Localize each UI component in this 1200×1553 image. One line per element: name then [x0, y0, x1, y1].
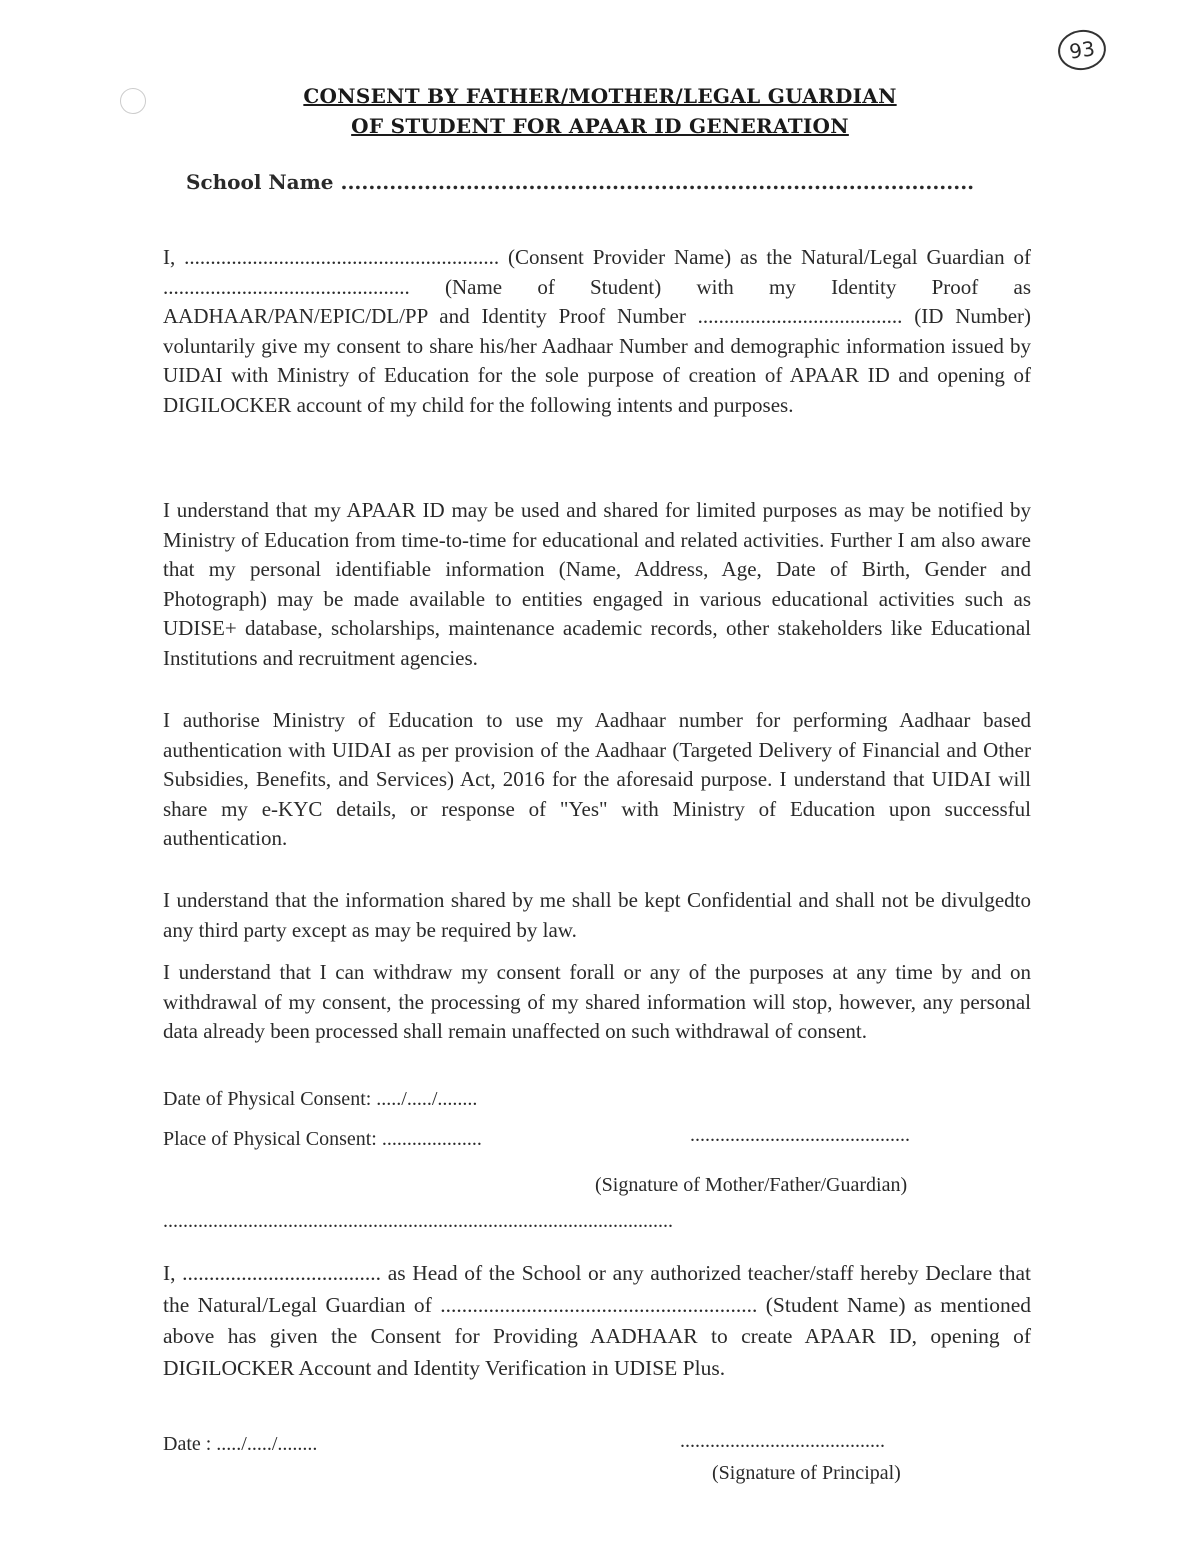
- school-name-label: School Name: [186, 170, 334, 194]
- withdrawal-paragraph: I understand that I can withdraw my consent forall or any of the purposes at any time by and on withdrawal of my consent, the processing of my shared information will stop, however, any personal data already been processed shall remain unaffected on such withdrawal of consent.: [163, 960, 1031, 1044]
- guardian-signature-label: (Signature of Mother/Father/Guardian): [595, 1174, 908, 1196]
- usage-paragraph: I understand that my APAAR ID may be used and shared for limited purposes as may be notified by Ministry of Education from time-to-time for educational and related activities. Further I am also aware that my personal identifiable information (Name, Address, Age, Date of Birth, Gender and Photograph) may be made available to entities engaged in various educational activities such as UDISE+ database, scholarships, maintenance academic records, other stakeholders like Educational Institutions and recruitment agencies.: [163, 498, 1031, 670]
- guardian-signature-line: ............................................: [690, 1124, 910, 1146]
- separator-dots: ......................................................................................................: [163, 1210, 673, 1232]
- principal-date: Date : ...../...../........: [163, 1433, 318, 1455]
- principal-signature-label: (Signature of Principal): [712, 1462, 901, 1484]
- confidentiality-paragraph: I understand that the information shared by me shall be kept Confidential and shall not be divulgedto any third party except as may be required by law.: [163, 888, 1031, 942]
- school-name-field: [186, 170, 974, 194]
- title-line-2: OF STUDENT FOR APAAR ID GENERATION: [351, 114, 849, 138]
- date-of-consent: Date of Physical Consent: ...../...../........: [163, 1088, 478, 1110]
- place-of-consent: Place of Physical Consent: ....................: [163, 1128, 482, 1150]
- head-of-school-declaration: I, ..................................... as Head of the School or any authorized teacher/staff hereby Declare that the Natural/Legal Guardian of ........................................................... (Student Name) as mentioned above has given the Consent for Providing AADHAAR to create APAAR ID, opening of DIGILOCKER Account and Identity Verification in UDISE Plus.: [163, 1261, 1031, 1380]
- punch-hole: [120, 88, 146, 114]
- principal-signature-line: .........................................: [680, 1430, 885, 1452]
- consent-paragraph: I, ............................................................ (Consent Provider Name) as the Natural/Legal Guardian of ............................................... (Name of Student) with my Identity Proof as AADHAAR/PAN/EPIC/DL/PP and Identity Proof Number ....................................... (ID Number) voluntarily give my consent to share his/her Aadhaar Number and demographic information issued by UIDAI with Ministry of Education for the sole purpose of creation of APAAR ID and opening of DIGILOCKER account of my child for the following intents and purposes.: [163, 245, 1031, 417]
- page-number-handwritten: 93: [1055, 27, 1108, 73]
- school-name-dots: ...........................................................................................: [340, 170, 975, 194]
- title-line-1: CONSENT BY FATHER/MOTHER/LEGAL GUARDIAN: [303, 84, 897, 108]
- authorisation-paragraph: I authorise Ministry of Education to use my Aadhaar number for performing Aadhaar based authentication with UIDAI as per provision of the Aadhaar (Targeted Delivery of Financial and Other Subsidies, Benefits, and Services) Act, 2016 for the aforesaid purpose. I understand that UIDAI will share my e-KYC details, or response of "Yes" with Ministry of Education upon successful authentication.: [163, 708, 1031, 851]
